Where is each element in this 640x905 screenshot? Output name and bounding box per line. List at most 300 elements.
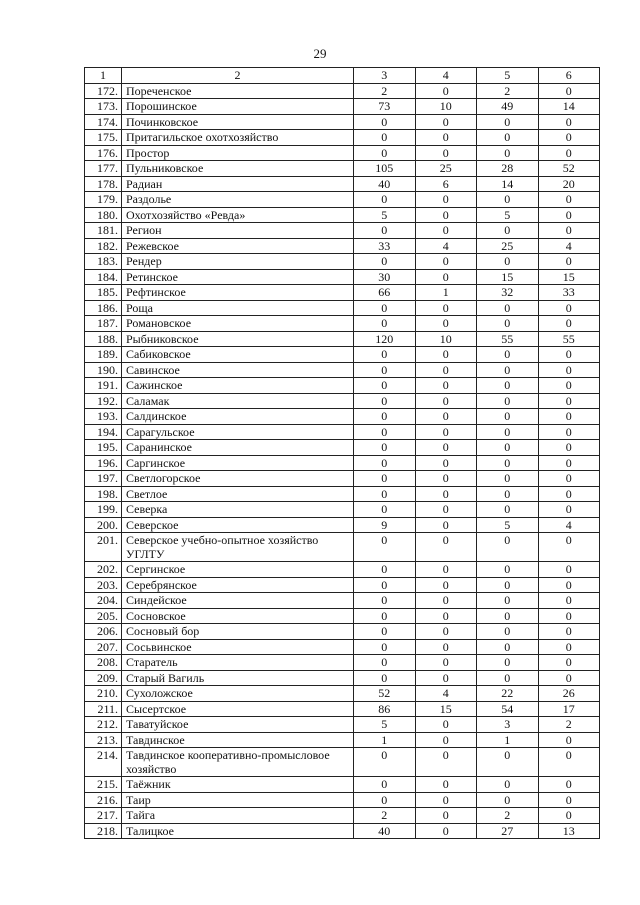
value-cell-5: 0 — [477, 300, 539, 316]
table-row — [85, 254, 600, 270]
table-row — [85, 717, 600, 733]
value-cell-6: 55 — [538, 331, 600, 347]
value-cell-4: 0 — [415, 455, 477, 471]
value-cell-4: 6 — [415, 176, 477, 192]
table-row — [85, 639, 600, 655]
value-cell-6: 13 — [538, 823, 600, 839]
name-cell: Тавдинское кооперативно-промысловое хозяйство — [122, 748, 354, 777]
value-cell-6: 0 — [538, 362, 600, 378]
row-number-cell: 182. — [85, 238, 122, 254]
value-cell-6: 0 — [538, 114, 600, 130]
page-number: 29 — [313, 46, 327, 61]
row-number-cell: 199. — [85, 502, 122, 518]
value-cell-3: 105 — [354, 161, 416, 177]
value-cell-6: 0 — [538, 300, 600, 316]
value-cell-5: 54 — [477, 701, 539, 717]
table-row — [85, 161, 600, 177]
header-cell: 3 — [354, 68, 416, 84]
value-cell-6: 0 — [538, 424, 600, 440]
header-cell: 4 — [415, 68, 477, 84]
name-cell: Светлогорское — [122, 471, 354, 487]
name-cell: Регион — [122, 223, 354, 239]
value-cell-5: 0 — [477, 378, 539, 394]
value-cell-4: 10 — [415, 331, 477, 347]
row-number-cell: 172. — [85, 83, 122, 99]
value-cell-3: 0 — [354, 455, 416, 471]
name-cell: Саламак — [122, 393, 354, 409]
value-cell-3: 0 — [354, 393, 416, 409]
value-cell-6: 0 — [538, 378, 600, 394]
value-cell-5: 0 — [477, 670, 539, 686]
name-cell: Саргинское — [122, 455, 354, 471]
value-cell-6: 14 — [538, 99, 600, 115]
name-cell: Светлое — [122, 486, 354, 502]
value-cell-6: 0 — [538, 409, 600, 425]
table-row — [85, 238, 600, 254]
value-cell-5: 0 — [477, 192, 539, 208]
name-cell: Таватуйское — [122, 717, 354, 733]
value-cell-3: 33 — [354, 238, 416, 254]
value-cell-4: 10 — [415, 99, 477, 115]
table-row — [85, 455, 600, 471]
table-row — [85, 285, 600, 301]
value-cell-5: 0 — [477, 114, 539, 130]
value-cell-6: 0 — [538, 486, 600, 502]
name-cell: Рефтинское — [122, 285, 354, 301]
value-cell-4: 0 — [415, 670, 477, 686]
value-cell-4: 0 — [415, 254, 477, 270]
value-cell-3: 86 — [354, 701, 416, 717]
row-number-cell: 187. — [85, 316, 122, 332]
row-number-cell: 212. — [85, 717, 122, 733]
value-cell-6: 4 — [538, 238, 600, 254]
value-cell-6: 2 — [538, 717, 600, 733]
header-cell: 2 — [122, 68, 354, 84]
name-cell: Савинское — [122, 362, 354, 378]
row-number-cell: 203. — [85, 577, 122, 593]
value-cell-4: 0 — [415, 502, 477, 518]
name-cell: Притагильское охотхозяйство — [122, 130, 354, 146]
row-number-cell: 206. — [85, 624, 122, 640]
table-row — [85, 347, 600, 363]
row-number-cell: 177. — [85, 161, 122, 177]
value-cell-3: 9 — [354, 517, 416, 533]
table-row — [85, 99, 600, 115]
value-cell-3: 0 — [354, 670, 416, 686]
value-cell-4: 0 — [415, 192, 477, 208]
name-cell: Сысертское — [122, 701, 354, 717]
value-cell-4: 0 — [415, 207, 477, 223]
name-cell: Северское учебно-опытное хозяйство УГЛТУ — [122, 533, 354, 562]
value-cell-3: 0 — [354, 130, 416, 146]
table-row — [85, 440, 600, 456]
value-cell-5: 27 — [477, 823, 539, 839]
table-row — [85, 486, 600, 502]
name-cell: Пульниковское — [122, 161, 354, 177]
table-row — [85, 145, 600, 161]
table-row — [85, 670, 600, 686]
name-cell: Северка — [122, 502, 354, 518]
table-row — [85, 823, 600, 839]
name-cell: Сажинское — [122, 378, 354, 394]
value-cell-5: 0 — [477, 639, 539, 655]
value-cell-3: 0 — [354, 440, 416, 456]
value-cell-6: 0 — [538, 792, 600, 808]
value-cell-6: 0 — [538, 393, 600, 409]
value-cell-3: 0 — [354, 624, 416, 640]
value-cell-5: 0 — [477, 424, 539, 440]
table-body — [85, 68, 600, 839]
row-number-cell: 210. — [85, 686, 122, 702]
value-cell-6: 0 — [538, 145, 600, 161]
row-number-cell: 214. — [85, 748, 122, 777]
hunting-grounds-table — [84, 67, 600, 839]
value-cell-5: 1 — [477, 732, 539, 748]
value-cell-3: 5 — [354, 207, 416, 223]
value-cell-3: 0 — [354, 639, 416, 655]
row-number-cell: 185. — [85, 285, 122, 301]
value-cell-3: 0 — [354, 409, 416, 425]
table-row — [85, 114, 600, 130]
value-cell-6: 0 — [538, 593, 600, 609]
value-cell-4: 0 — [415, 562, 477, 578]
name-cell: Синдейское — [122, 593, 354, 609]
value-cell-3: 30 — [354, 269, 416, 285]
table-row — [85, 624, 600, 640]
value-cell-6: 0 — [538, 223, 600, 239]
value-cell-5: 22 — [477, 686, 539, 702]
value-cell-4: 0 — [415, 808, 477, 824]
value-cell-4: 0 — [415, 533, 477, 562]
value-cell-4: 0 — [415, 83, 477, 99]
value-cell-6: 0 — [538, 670, 600, 686]
name-cell: Таёжник — [122, 777, 354, 793]
table-row — [85, 701, 600, 717]
value-cell-3: 0 — [354, 777, 416, 793]
value-cell-4: 1 — [415, 285, 477, 301]
value-cell-4: 0 — [415, 593, 477, 609]
value-cell-5: 14 — [477, 176, 539, 192]
value-cell-4: 0 — [415, 316, 477, 332]
value-cell-3: 0 — [354, 471, 416, 487]
name-cell: Сосьвинское — [122, 639, 354, 655]
name-cell: Охотхозяйство «Ревда» — [122, 207, 354, 223]
value-cell-4: 0 — [415, 608, 477, 624]
value-cell-6: 0 — [538, 808, 600, 824]
value-cell-6: 0 — [538, 748, 600, 777]
value-cell-4: 0 — [415, 639, 477, 655]
row-number-cell: 197. — [85, 471, 122, 487]
table-row — [85, 207, 600, 223]
value-cell-5: 0 — [477, 223, 539, 239]
value-cell-6: 17 — [538, 701, 600, 717]
row-number-cell: 204. — [85, 593, 122, 609]
value-cell-3: 0 — [354, 533, 416, 562]
value-cell-5: 0 — [477, 486, 539, 502]
value-cell-4: 0 — [415, 223, 477, 239]
value-cell-5: 0 — [477, 471, 539, 487]
row-number-cell: 176. — [85, 145, 122, 161]
value-cell-5: 0 — [477, 608, 539, 624]
row-number-cell: 193. — [85, 409, 122, 425]
value-cell-3: 2 — [354, 83, 416, 99]
row-number-cell: 213. — [85, 732, 122, 748]
row-number-cell: 188. — [85, 331, 122, 347]
value-cell-4: 0 — [415, 517, 477, 533]
table-row — [85, 748, 600, 777]
row-number-cell: 173. — [85, 99, 122, 115]
value-cell-5: 0 — [477, 562, 539, 578]
row-number-cell: 205. — [85, 608, 122, 624]
table-row — [85, 808, 600, 824]
value-cell-4: 0 — [415, 409, 477, 425]
value-cell-5: 49 — [477, 99, 539, 115]
value-cell-6: 52 — [538, 161, 600, 177]
name-cell: Саранинское — [122, 440, 354, 456]
name-cell: Тайга — [122, 808, 354, 824]
value-cell-5: 0 — [477, 577, 539, 593]
value-cell-4: 0 — [415, 347, 477, 363]
value-cell-5: 0 — [477, 533, 539, 562]
value-cell-4: 0 — [415, 424, 477, 440]
name-cell: Порошинское — [122, 99, 354, 115]
name-cell: Сосновское — [122, 608, 354, 624]
value-cell-3: 0 — [354, 362, 416, 378]
row-number-cell: 183. — [85, 254, 122, 270]
value-cell-6: 0 — [538, 316, 600, 332]
row-number-cell: 195. — [85, 440, 122, 456]
value-cell-3: 52 — [354, 686, 416, 702]
row-number-cell: 189. — [85, 347, 122, 363]
row-number-cell: 208. — [85, 655, 122, 671]
table-row — [85, 192, 600, 208]
table-row — [85, 471, 600, 487]
value-cell-3: 0 — [354, 254, 416, 270]
name-cell: Салдинское — [122, 409, 354, 425]
value-cell-5: 0 — [477, 455, 539, 471]
table-row — [85, 331, 600, 347]
name-cell: Радиан — [122, 176, 354, 192]
value-cell-5: 0 — [477, 254, 539, 270]
name-cell: Романовское — [122, 316, 354, 332]
value-cell-6: 26 — [538, 686, 600, 702]
value-cell-6: 0 — [538, 562, 600, 578]
table-row — [85, 362, 600, 378]
value-cell-6: 0 — [538, 732, 600, 748]
value-cell-5: 0 — [477, 792, 539, 808]
table-row — [85, 409, 600, 425]
table-row — [85, 593, 600, 609]
value-cell-3: 0 — [354, 145, 416, 161]
value-cell-6: 0 — [538, 440, 600, 456]
value-cell-6: 0 — [538, 577, 600, 593]
value-cell-6: 20 — [538, 176, 600, 192]
value-cell-6: 4 — [538, 517, 600, 533]
table-row — [85, 424, 600, 440]
value-cell-3: 0 — [354, 223, 416, 239]
table-row — [85, 577, 600, 593]
value-cell-5: 0 — [477, 748, 539, 777]
value-cell-5: 0 — [477, 502, 539, 518]
value-cell-4: 0 — [415, 362, 477, 378]
table-row — [85, 223, 600, 239]
table-row — [85, 269, 600, 285]
table-row — [85, 316, 600, 332]
value-cell-4: 0 — [415, 748, 477, 777]
row-number-cell: 218. — [85, 823, 122, 839]
value-cell-3: 0 — [354, 192, 416, 208]
value-cell-3: 0 — [354, 562, 416, 578]
value-cell-5: 28 — [477, 161, 539, 177]
row-number-cell: 179. — [85, 192, 122, 208]
value-cell-6: 0 — [538, 471, 600, 487]
value-cell-6: 0 — [538, 639, 600, 655]
name-cell: Сабиковское — [122, 347, 354, 363]
name-cell: Тавдинское — [122, 732, 354, 748]
value-cell-4: 0 — [415, 440, 477, 456]
value-cell-4: 0 — [415, 792, 477, 808]
table-row — [85, 792, 600, 808]
value-cell-3: 0 — [354, 424, 416, 440]
value-cell-3: 0 — [354, 378, 416, 394]
value-cell-6: 0 — [538, 608, 600, 624]
value-cell-6: 0 — [538, 624, 600, 640]
header-cell: 6 — [538, 68, 600, 84]
value-cell-3: 0 — [354, 114, 416, 130]
value-cell-3: 0 — [354, 748, 416, 777]
value-cell-4: 0 — [415, 624, 477, 640]
row-number-cell: 190. — [85, 362, 122, 378]
row-number-cell: 191. — [85, 378, 122, 394]
value-cell-5: 5 — [477, 517, 539, 533]
value-cell-3: 0 — [354, 577, 416, 593]
value-cell-4: 0 — [415, 655, 477, 671]
name-cell: Ретинское — [122, 269, 354, 285]
value-cell-3: 40 — [354, 176, 416, 192]
value-cell-5: 0 — [477, 409, 539, 425]
row-number-cell: 217. — [85, 808, 122, 824]
value-cell-4: 0 — [415, 577, 477, 593]
value-cell-3: 120 — [354, 331, 416, 347]
row-number-cell: 181. — [85, 223, 122, 239]
value-cell-3: 0 — [354, 792, 416, 808]
row-number-cell: 175. — [85, 130, 122, 146]
name-cell: Сарагульское — [122, 424, 354, 440]
row-number-cell: 180. — [85, 207, 122, 223]
value-cell-3: 1 — [354, 732, 416, 748]
value-cell-5: 0 — [477, 362, 539, 378]
value-cell-5: 0 — [477, 440, 539, 456]
value-cell-5: 0 — [477, 347, 539, 363]
row-number-cell: 215. — [85, 777, 122, 793]
row-number-cell: 184. — [85, 269, 122, 285]
name-cell: Сосновый бор — [122, 624, 354, 640]
table-row — [85, 176, 600, 192]
row-number-cell: 194. — [85, 424, 122, 440]
table-header-row — [85, 68, 600, 84]
value-cell-4: 0 — [415, 130, 477, 146]
table-row — [85, 393, 600, 409]
row-number-cell: 201. — [85, 533, 122, 562]
value-cell-5: 0 — [477, 316, 539, 332]
value-cell-6: 0 — [538, 347, 600, 363]
value-cell-4: 4 — [415, 238, 477, 254]
value-cell-4: 4 — [415, 686, 477, 702]
value-cell-5: 0 — [477, 393, 539, 409]
value-cell-6: 0 — [538, 777, 600, 793]
value-cell-6: 0 — [538, 254, 600, 270]
value-cell-4: 0 — [415, 823, 477, 839]
name-cell: Северское — [122, 517, 354, 533]
value-cell-4: 0 — [415, 269, 477, 285]
name-cell: Простор — [122, 145, 354, 161]
value-cell-3: 5 — [354, 717, 416, 733]
value-cell-5: 5 — [477, 207, 539, 223]
value-cell-5: 55 — [477, 331, 539, 347]
row-number-cell: 174. — [85, 114, 122, 130]
value-cell-3: 0 — [354, 608, 416, 624]
value-cell-4: 0 — [415, 300, 477, 316]
value-cell-4: 0 — [415, 114, 477, 130]
value-cell-5: 2 — [477, 808, 539, 824]
name-cell: Сухоложское — [122, 686, 354, 702]
value-cell-5: 0 — [477, 130, 539, 146]
name-cell: Старый Вагиль — [122, 670, 354, 686]
row-number-cell: 216. — [85, 792, 122, 808]
value-cell-6: 0 — [538, 502, 600, 518]
value-cell-3: 0 — [354, 316, 416, 332]
header-cell: 5 — [477, 68, 539, 84]
name-cell: Роща — [122, 300, 354, 316]
value-cell-4: 0 — [415, 145, 477, 161]
value-cell-5: 0 — [477, 624, 539, 640]
value-cell-5: 0 — [477, 145, 539, 161]
table-row — [85, 517, 600, 533]
row-number-cell: 196. — [85, 455, 122, 471]
value-cell-5: 15 — [477, 269, 539, 285]
name-cell: Рендер — [122, 254, 354, 270]
name-cell: Талицкое — [122, 823, 354, 839]
value-cell-4: 25 — [415, 161, 477, 177]
table-row — [85, 777, 600, 793]
value-cell-5: 0 — [477, 593, 539, 609]
value-cell-4: 0 — [415, 486, 477, 502]
value-cell-3: 0 — [354, 347, 416, 363]
value-cell-6: 0 — [538, 655, 600, 671]
value-cell-3: 0 — [354, 593, 416, 609]
value-cell-4: 0 — [415, 378, 477, 394]
value-cell-5: 32 — [477, 285, 539, 301]
value-cell-5: 2 — [477, 83, 539, 99]
row-number-cell: 209. — [85, 670, 122, 686]
table-row — [85, 732, 600, 748]
table-row — [85, 502, 600, 518]
row-number-cell: 211. — [85, 701, 122, 717]
table-row — [85, 562, 600, 578]
row-number-cell: 192. — [85, 393, 122, 409]
value-cell-5: 0 — [477, 655, 539, 671]
value-cell-5: 3 — [477, 717, 539, 733]
row-number-cell: 186. — [85, 300, 122, 316]
value-cell-4: 0 — [415, 777, 477, 793]
value-cell-6: 15 — [538, 269, 600, 285]
value-cell-6: 0 — [538, 192, 600, 208]
name-cell: Пореченское — [122, 83, 354, 99]
value-cell-6: 0 — [538, 455, 600, 471]
table-row — [85, 83, 600, 99]
name-cell: Старатель — [122, 655, 354, 671]
value-cell-6: 0 — [538, 83, 600, 99]
